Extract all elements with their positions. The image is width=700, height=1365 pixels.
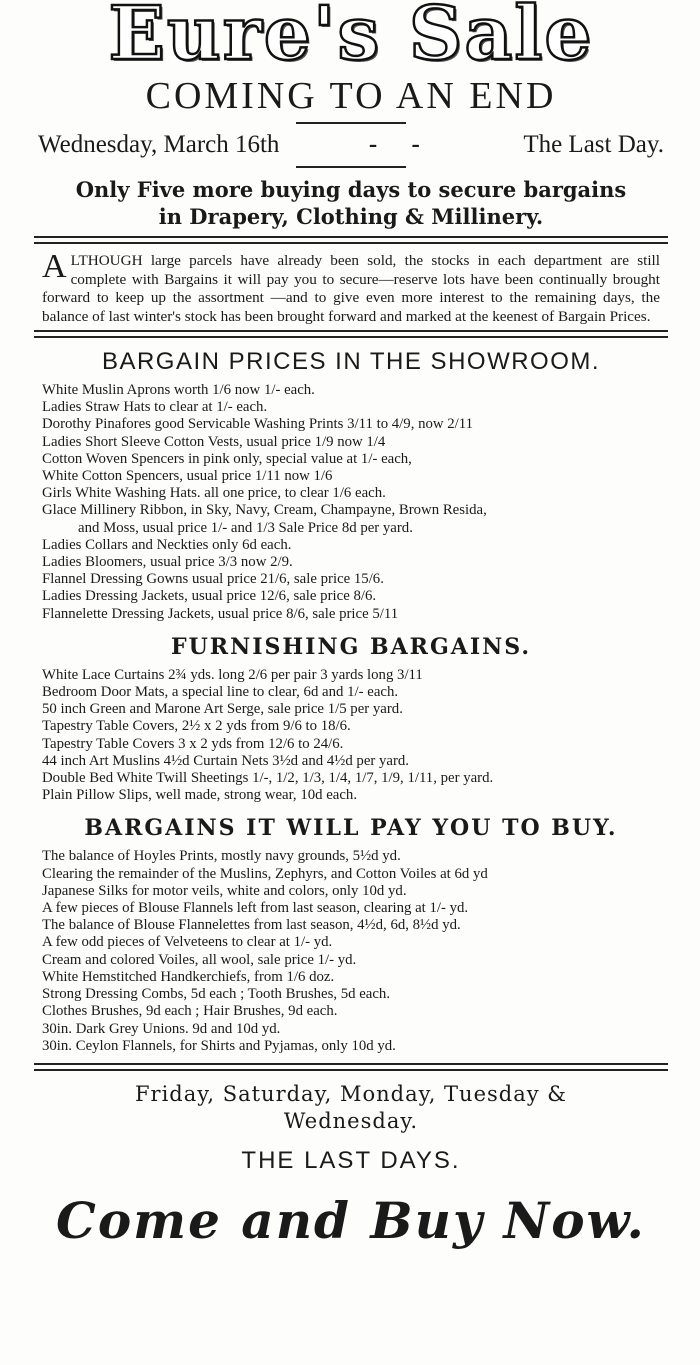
showroom-list [10,382,692,623]
showroom-heading: BARGAIN PRICES IN THE SHOWROOM. [101,348,601,375]
list-item: Clothes Brushes, 9d each ; Hair Brushes, 9d each. [42,1003,338,1020]
list-item-continued [42,520,692,537]
divider [296,166,406,168]
list-item: White Lace Curtains 2¾ yds. long 2/6 per pair 3 yards long 3/11 [42,666,423,683]
ad-title: Eure's Sale [108,0,594,77]
list-item: A few odd pieces of Velveteens to clear at 1/- yd. [42,934,333,951]
list-item: Ladies Straw Hats to clear at 1/- each. [42,399,268,416]
bargains-list [10,848,692,1054]
list-item: Ladies Bloomers, usual price 3/3 now 2/9. [42,554,293,571]
list-item: Cream and colored Voiles, all wool, sale price 1/- yd. [42,951,357,968]
intro-text: LTHOUGH large parcels have already been sold, the stocks in each department are still complete with Bargains it will pay you to secure—reserve lots have been continually brought forward to keep up the assortment —and to give even more interest to the remaining days, the balance of last winter's stock has been brought forward and marked at the keenest of Bargain Prices. [42,252,660,325]
intro-paragraph [42,248,660,326]
double-rule [34,1063,668,1071]
continued-text: and Moss, usual price 1/- and 1/3 Sale Price 8d per yard. [78,519,413,536]
list-item: Clearing the remainder of the Muslins, Zephyrs, and Cotton Voiles at 6d yd [42,865,488,882]
double-rule [34,330,668,338]
divider [296,122,406,124]
bargains-heading: BARGAINS IT WILL PAY YOU TO BUY. [84,815,618,842]
list-item: A few pieces of Blouse Flannels left from last season, clearing at 1/- yd. [42,900,469,917]
footer-days-line-1: Friday, Saturday, Monday, Tuesday & [134,1081,567,1106]
furnishing-list [10,667,692,805]
list-item: Ladies Collars and Neckties only 6d each. [42,536,292,553]
list-item: Strong Dressing Combs, 5d each ; Tooth Brushes, 5d each. [42,986,391,1003]
footer-days-line-2: Wednesday. [283,1108,419,1133]
list-item: White Cotton Spencers, usual price 1/11 now 1/6 [42,468,333,485]
last-days: THE LAST DAYS. [241,1146,461,1174]
dateline [10,128,692,162]
lead-text [10,176,692,230]
drop-cap: A [42,248,67,285]
list-item: Dorothy Pinafores good Servicable Washing Prints 3/11 to 4/9, now 2/11 [42,416,474,433]
list-item: Tapestry Table Covers, 2½ x 2 yds from 9/6 to 18/6. [42,718,351,735]
list-item: Girls White Washing Hats. all one price, to clear 1/6 each. [42,485,386,502]
furnishing-heading: FURNISHING BARGAINS. [171,633,531,660]
list-item: Flannelette Dressing Jackets, usual price 8/6, sale price 5/11 [42,605,399,622]
list-item: White Hemstitched Handkerchiefs, from 1/6 doz. [42,968,335,985]
list-item: Glace Millinery Ribbon, in Sky, Navy, Cream, Champayne, Brown Resida, [42,502,487,519]
list-item: Double Bed White Twill Sheetings 1/-, 1/2, 1/3, 1/4, 1/7, 1/9, 1/11, per yard. [42,770,494,787]
list-item: Japanese Silks for motor veils, white and colors, only 10d yd. [42,882,407,899]
date-dashes: - - [368,131,434,158]
list-item: Bedroom Door Mats, a special line to clear, 6d and 1/- each. [42,684,399,701]
come-and-buy: Come and Buy Now. [56,1190,646,1250]
footer-days [10,1081,692,1135]
list-item: The balance of Blouse Flannelettes from last season, 4½d, 6d, 8½d yd. [42,917,461,934]
lead-line-2: in Drapery, Clothing & Millinery. [158,204,544,229]
list-item: Flannel Dressing Gowns usual price 21/6, sale price 15/6. [42,571,384,588]
list-item: 50 inch Green and Marone Art Serge, sale price 1/5 per yard. [42,701,403,718]
list-item: 30in. Dark Grey Unions. 9d and 10d yd. [42,1020,281,1037]
date-right: The Last Day. [523,131,664,158]
date-left: Wednesday, March 16th [38,131,280,158]
list-item: The balance of Hoyles Prints, mostly navy grounds, 5½d yd. [42,848,401,865]
list-item: Ladies Short Sleeve Cotton Vests, usual price 1/9 now 1/4 [42,433,386,450]
list-item: Tapestry Table Covers 3 x 2 yds from 12/6 to 24/6. [42,735,344,752]
list-item: Ladies Dressing Jackets, usual price 12/6, sale price 8/6. [42,588,377,605]
lead-line-1: Only Five more buying days to secure bargains [75,177,627,202]
list-item: Cotton Woven Spencers in pink only, special value at 1/- each, [42,450,412,467]
list-item: Plain Pillow Slips, well made, strong wear, 10d each. [42,787,358,804]
list-item: 30in. Ceylon Flannels, for Shirts and Pyjamas, only 10d yd. [42,1037,396,1054]
double-rule [34,236,668,244]
list-item: 44 inch Art Muslins 4½d Curtain Nets 3½d and 4½d per yard. [42,752,410,769]
list-item: White Muslin Aprons worth 1/6 now 1/- each. [42,382,315,398]
ad-subtitle: COMING TO AN END [145,75,557,117]
